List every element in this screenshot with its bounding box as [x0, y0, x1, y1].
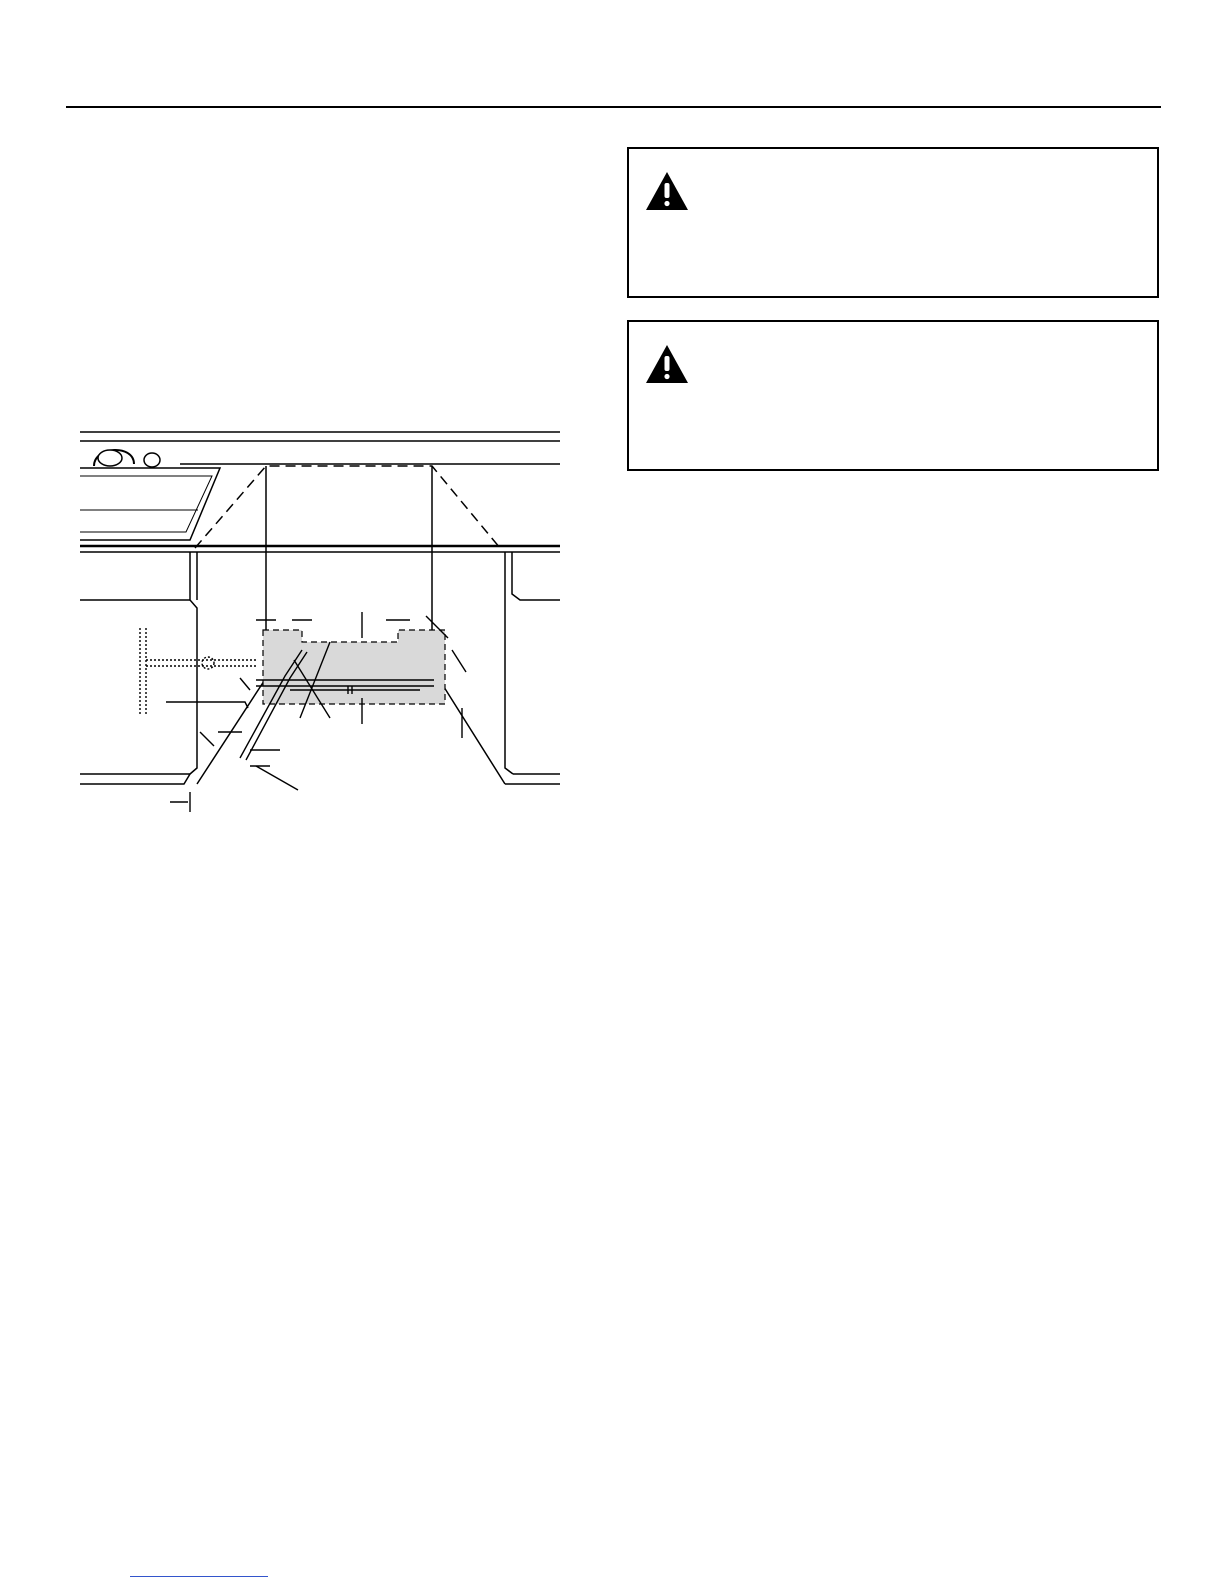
leader-line: [240, 678, 250, 690]
wall-plumbing: [140, 628, 146, 714]
warning-box-2: [627, 320, 1159, 471]
warning-triangle-icon: [645, 171, 689, 211]
leader-line: [256, 766, 298, 790]
dimension-mark: [452, 650, 466, 672]
leader-line: [166, 702, 248, 708]
faucet-knob: [144, 453, 160, 467]
dimension-mark: [200, 732, 214, 746]
wall-plumbing: [146, 660, 256, 666]
dishwasher-outline: [195, 466, 500, 548]
bottom-link-underline: [130, 1576, 268, 1577]
sink-outline: [80, 476, 212, 532]
left-cabinet-shelf: [80, 774, 190, 784]
warning-box-1: [627, 147, 1159, 298]
valve: [202, 657, 214, 669]
left-cabinet-wall: [190, 552, 197, 774]
warning-triangle-icon: [645, 344, 689, 384]
right-cabinet-shelf: [505, 774, 560, 784]
faucet-knob: [98, 450, 122, 466]
top-rule: [66, 106, 1161, 108]
dishwasher-opening-diagram: [80, 428, 560, 828]
right-cabinet-wall: [512, 552, 560, 600]
